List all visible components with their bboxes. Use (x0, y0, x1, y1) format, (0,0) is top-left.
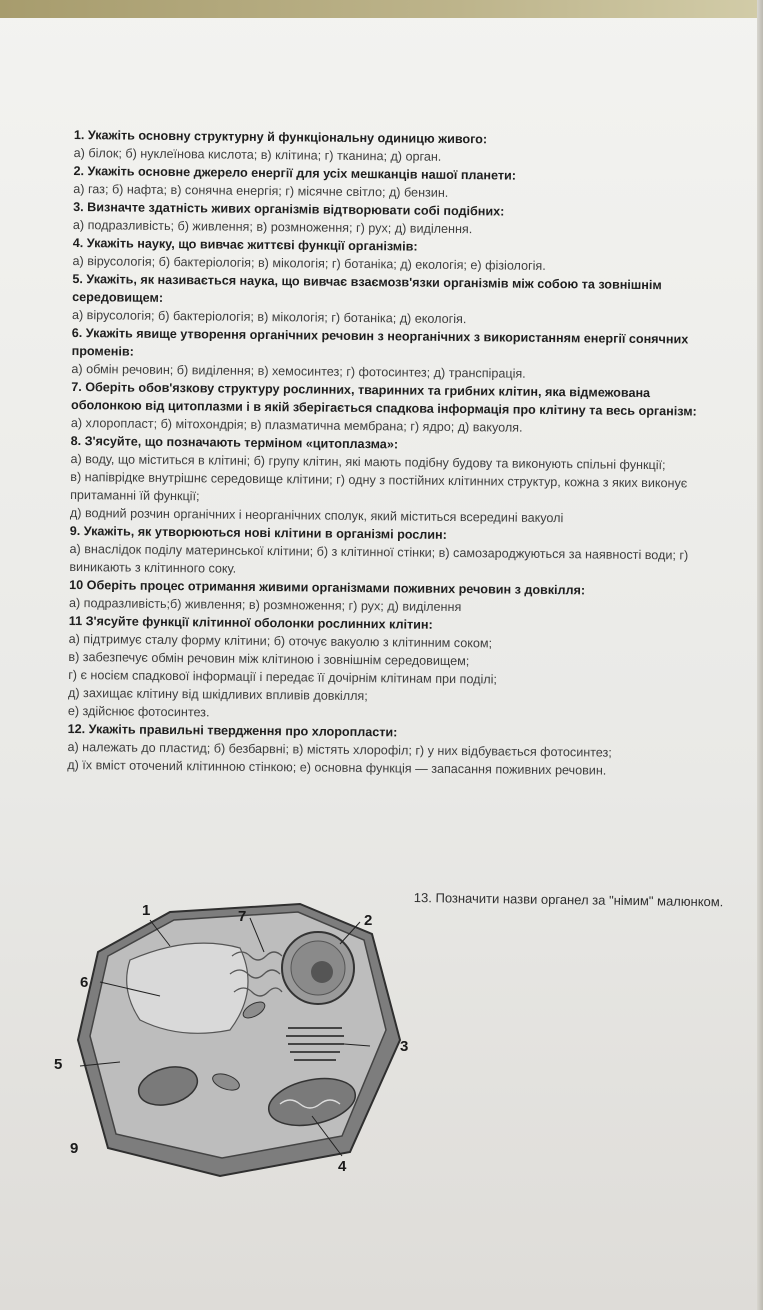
question-1: 1. Укажіть основну структурну й функціональну одиницю живого: (73, 127, 488, 147)
answer-options: а) воду, що міститься в клітині; б) групу клітин, які мають подібну будову та виконують спільні функції; (70, 451, 666, 473)
answer-options: а) хлоропласт; б) мітохондрія; в) плазматична мембрана; г) ядро; д) вакуоля. (70, 415, 523, 435)
question-9: 9. Укажіть, як утворюються нові клітини в організмі рослин: (69, 523, 447, 542)
answer-options: д) захищає клітину від шкідливих впливів довкілля; (67, 685, 368, 704)
question-12: 12. Укажіть правильні твердження про хлоропласти: (67, 721, 398, 740)
question-8: 8. З'ясуйте, що позначають терміном «цитоплазма»: (70, 433, 399, 452)
answer-options: а) газ; б) нафта; в) сонячна енергія; г) місячне світло; д) бензин. (73, 181, 449, 200)
question-13: 13. Позначити назви органел за "німим" малюнком. (413, 889, 724, 910)
background-surface (0, 0, 763, 18)
figure-label: 1 (142, 902, 151, 919)
question-3: 3. Визначте здатність живих організмів відтворювати собі подібних: (73, 199, 505, 219)
question-5: 5. Укажіть, як називається наука, що вивчає взаємозв'язки організмів між собою та зовнішнім середовищем: (72, 271, 662, 305)
figure-label: 5 (54, 1056, 63, 1073)
answer-options: г) є носієм спадкової інформації і передає її дочірнім клітинам при поділі; (68, 667, 498, 687)
answer-options: а) підтримує сталу форму клітини; б) оточує вакуолю з клітинним соком; (68, 631, 493, 651)
question-4: 4. Укажіть науку, що вивчає життєві функції організмів: (72, 235, 418, 254)
question-7: 7. Оберіть обов'язкову структуру рослинних, тваринних та грибних клітин, яка відмежована оболонкою від цитоплазми і в якій зберігається спадкова інформація про клітину та весь організм: (71, 379, 697, 419)
figure-label: 9 (70, 1140, 79, 1157)
page-edge (757, 0, 763, 1310)
figure-label: 4 (338, 1158, 347, 1175)
answer-options: в) забезпечує обмін речовин між клітиною і зовнішнім середовищем; (68, 649, 470, 669)
question-2: 2. Укажіть основне джерело енергії для усіх мешканців нашої планети: (73, 163, 517, 183)
answer-options: а) подразливість; б) живлення; в) розмноження; г) рух; д) виділення. (72, 217, 473, 237)
answer-options: а) подразливість;б) живлення; в) розмноження; г) рух; д) виділення (68, 595, 462, 615)
answer-options: д) водний розчин органічних і неорганічних сполук, який міститься всередині вакуолі (69, 505, 564, 526)
figure-label: 2 (364, 912, 373, 929)
plant-cell-illustration (50, 890, 420, 1190)
answer-options: а) обмін речовин; б) виділення; в) хемосинтез; г) фотосинтез; д) транспірація. (71, 361, 526, 381)
answer-options: а) білок; б) нуклеїнова кислота; в) клітина; г) тканина; д) орган. (73, 145, 442, 164)
answer-options: а) внаслідок поділу материнської клітини; б) з клітинної стінки; в) самозароджуються за наявності води; г) виникають з клітинного соку. (69, 541, 689, 576)
figure-label: 3 (400, 1038, 409, 1055)
answer-options: а) вірусологія; б) бактеріологія; в) мікологія; г) ботаніка; д) екологія; е) фізіологія. (72, 253, 546, 273)
nucleolus (311, 961, 333, 983)
vacuole (127, 943, 248, 1033)
answer-options: д) їх вміст оточений клітинною стінкою; е) основна функція — запасання поживних речовин. (67, 757, 607, 778)
figure-label: 6 (80, 974, 89, 991)
questions-list (67, 126, 724, 781)
figure-label: 7 (238, 908, 247, 925)
answer-options: а) належать до пластид; б) безбарвні; в) містять хлорофіл; г) у них відбувається фотосинтез; (67, 739, 612, 760)
answer-options: в) напіврідке внутрішнє середовище клітини; г) одну з постійних клітинних структур, кожна з яких виконує притаманні їй функції; (70, 469, 688, 504)
question-6: 6. Укажіть явище утворення органічних речовин з неорганічних з використанням енергії сонячних променів: (71, 325, 689, 359)
answer-options: е) здійснює фотосинтез. (67, 703, 210, 720)
answer-options: а) вірусологія; б) бактеріологія; в) мікологія; г) ботаніка; д) екологія. (71, 307, 467, 327)
question-11: 11 З'ясуйте функції клітинної оболонки рослинних клітин: (68, 613, 433, 632)
cell-diagram (50, 890, 420, 1190)
question-10: 10 Оберіть процес отримання живими організмами поживних речовин з довкілля: (69, 577, 586, 598)
